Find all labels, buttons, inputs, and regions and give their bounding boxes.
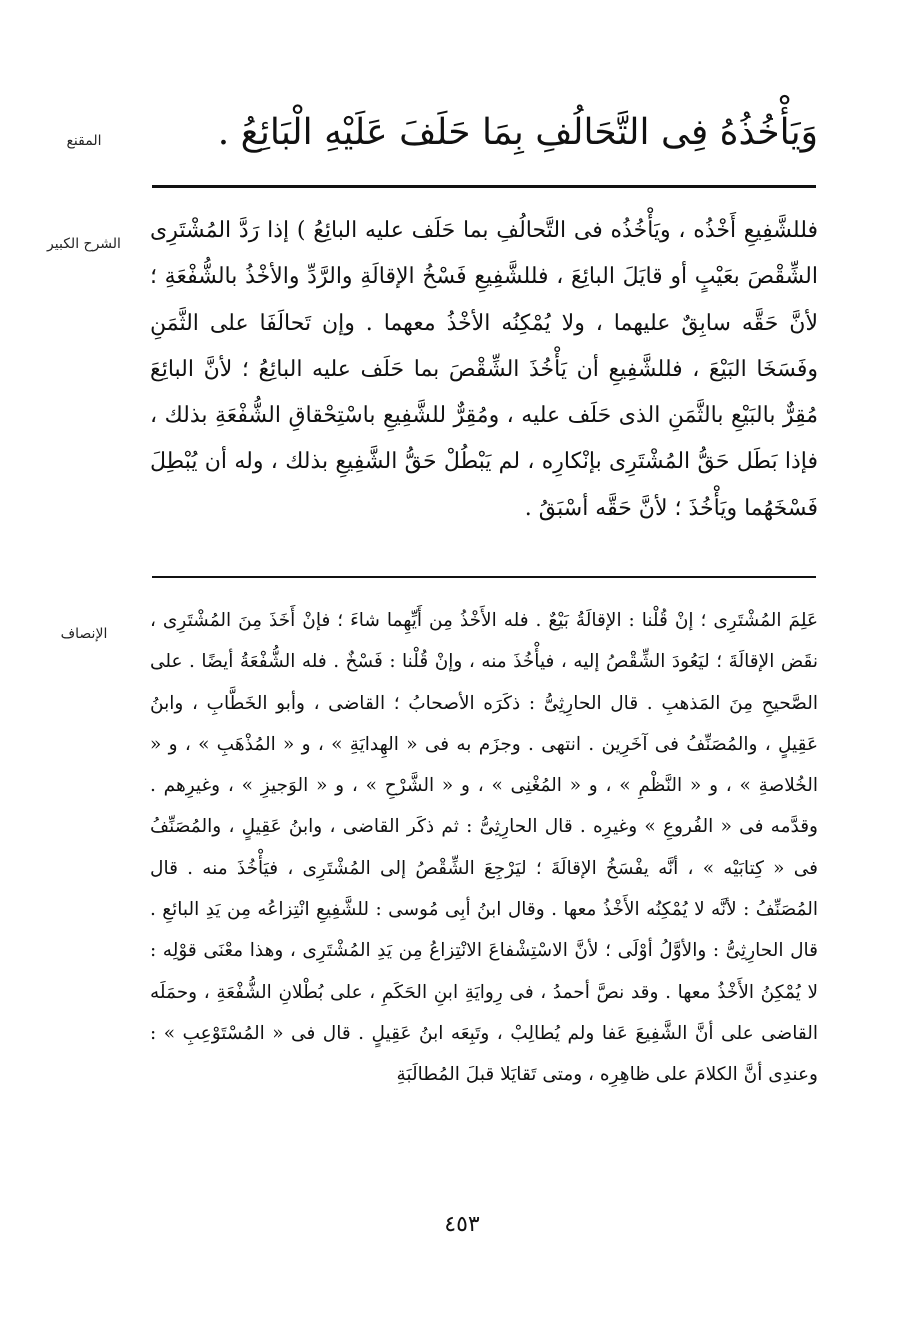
section-label-muqni: المقنع — [66, 133, 102, 149]
section-divider — [152, 576, 816, 578]
section-divider — [152, 185, 816, 188]
page-number: ٤٥٣ — [444, 1212, 480, 1237]
matn-paragraph: وَيَأْخُذُهُ فِى التَّحَالُفِ بِمَا حَلَفَ عَلَيْهِ الْبَائِعُ . — [217, 112, 818, 153]
sharh-text — [150, 208, 818, 532]
matn-text — [150, 103, 818, 163]
insaf-paragraph: عَلِمَ المُشْتَرِى ؛ إنْ قُلْنا : الإقالَةُ بَيْعٌ . فله الأَخْذُ مِن أَيِّهِما شاءَ ؛ فإنْ أَخَذَ مِنَ المُشْتَرِى ، نقَض الإقالَةَ ؛ ليَعُودَ الشِّقْصُ إليه ، فيأْخُذَ منه ، وإنْ قُلْنا : فَسْخٌ . فله الشُّفْعَةُ أيضًا . على الصَّحيحِ مِنَ المَذهبِ . قال الحارِثِىُّ : ذكَرَه الأصحابُ ؛ القاضى ، وأبو الخَطَّابِ ، وابنُ عَقِيلٍ ، والمُصَنِّفُ فى آخَرِين . انتهى . وجزَم به فى « الهِدايَةِ » ، و « المُذْهَبِ » ، و « الخُلاصةِ » ، و « النَّظْمِ » ، و « المُغْنِى » ، و « الشَّرْحِ » ، و « الوَجيزِ » ، وغيرِهم . وقدَّمه فى « الفُروعِ » وغيرِه . قال الحارِثِىُّ : ثم ذكَر القاضى ، وابنُ عَقِيلٍ ، والمُصَنِّفُ فى « كِتابَيْه » ، أنَّه يفْسَخُ الإقالَةَ ؛ ليَرْجِعَ الشِّقْصُ إلى المُشْتَرِى ، فيَأْخُذَ منه . قال المُصَنِّفُ : لأنَّه لا يُمْكِنُه الأَخْذُ معها . وقال ابنُ أبِى مُوسى : للشَّفِيعِ انْتِزاعُه مِن يَدِ البائعِ . قال الحارِثِىُّ : والأوَّلُ أوْلَى ؛ لأنَّ الاسْتِشْفاعَ الانْتِزاعُ مِن يَدِ المُشْتَرِى ، وهذا معْنَى قوْلِه : لا يُمْكِنُ الأَخْذُ معها . وقد نصَّ أحمدُ ، فى رِوايَةِ ابنِ الحَكَمِ ، على بُطْلانِ الشُّفْعَةِ ، وحمَلَه القاضى على أنَّ الشَّفِيعَ عَفا ولم يُطالِبْ ، وتَبِعَه ابنُ عَقِيلٍ . قال فى « المُسْتَوْعِبِ » : وعندِى أنَّ الكلامَ على ظاهِرِه ، ومتى تَقايَلا قبلَ المُطالَبَةِ — [150, 610, 818, 1086]
section-label-sharh-kabir: الشرح الكبير — [47, 236, 121, 252]
insaf-text — [150, 600, 818, 1096]
section-label-insaf: الإنصاف — [60, 626, 108, 642]
sharh-paragraph: فللشَّفِيعِ أَخْذُه ، ويَأْخُذُه فى التَّحالُفِ بما حَلَف عليه البائِعُ ) إذا رَدَّ المُشْتَرِى الشِّقْصَ بعَيْبٍ أو قايَلَ البائِعَ ، فللشَّفِيعِ فَسْخُ الإقالَةِ والرَّدِّ والأخْذُ بالشُّفْعَةِ ؛ لأنَّ حَقَّه سابِقٌ عليهما ، ولا يُمْكِنُه الأخْذُ معهما . وإن تَحالَفَا على الثَّمَنِ وفَسَخَا البَيْعَ ، فللشَّفِيعِ أن يَأْخُذَ الشِّقْصَ بما حَلَف عليه البائِعُ ؛ لأنَّ البائِعَ مُقِرٌّ بالبَيْعِ بالثَّمَنِ الذى حَلَف عليه ، ومُقِرٌّ للشَّفِيعِ باسْتِحْقاقِ الشُّفْعَةِ بذلك ، فإذا بَطَل حَقُّ المُشْتَرِى بإنْكارِه ، لم يَبْطُلْ حَقُّ الشَّفِيعِ بذلك ، وله أن يُبْطِلَ فَسْخَهُما ويَأْخُذَ ؛ لأنَّ حَقَّه أسْبَقُ . — [150, 218, 818, 521]
